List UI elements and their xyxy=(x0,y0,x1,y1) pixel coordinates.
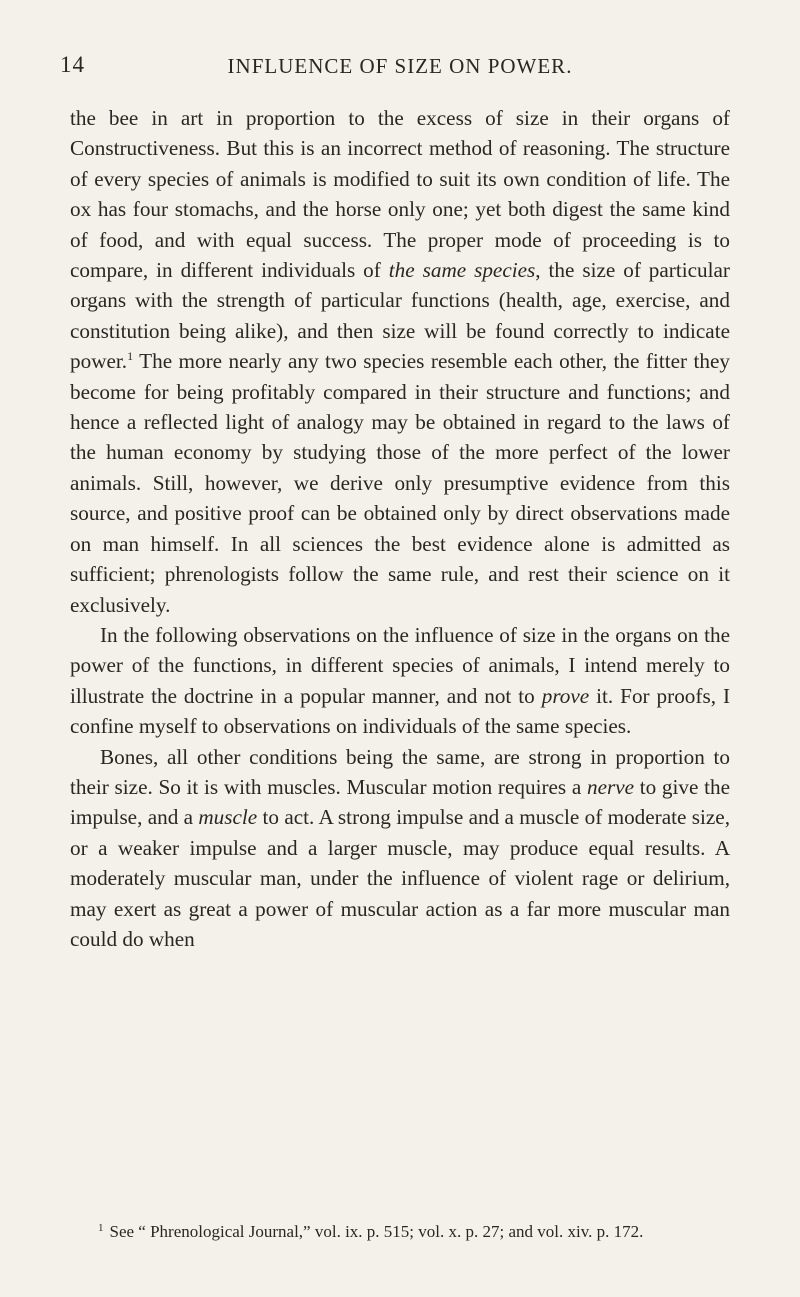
body-text xyxy=(70,103,730,954)
footnote-mark: 1 xyxy=(98,1222,104,1234)
paragraph-2: In the following observations on the influence of size in the organs on the power of the functions, in different species of animals, I intend merely to illustrate the doctrine in a popular manner, and not to prove it. For proofs, I confine myself to observations on individuals of the same species. xyxy=(70,622,730,739)
emphasis-same-species: the same species xyxy=(388,258,536,283)
footnote-reference[interactable]: 1 xyxy=(127,349,134,364)
running-title: INFLUENCE OF SIZE ON POWER. xyxy=(227,54,573,78)
page-number: 14 xyxy=(60,52,85,77)
paragraph-3: Bones, all other conditions being the same, are strong in proportion to their size. So it is with muscles. Muscular motion requires a nerve to give the impulse, and a muscle to act. A strong impulse and a muscle of moderate size, or a weaker impulse and a larger muscle, may produce equal results. A moderately muscular man, under the influence of violent rage or delirium, may exert as great a power of muscular action as a far more muscular man could do when xyxy=(70,744,730,951)
footnote xyxy=(70,1216,730,1244)
emphasis-muscle: muscle xyxy=(198,805,258,830)
page-header xyxy=(60,52,740,86)
footnote-text: See “ Phrenological Journal,” vol. ix. p. 515; vol. x. p. 27; and vol. xiv. p. 172. xyxy=(109,1222,644,1241)
emphasis-nerve: nerve xyxy=(586,774,635,799)
paragraph-1: the bee in art in proportion to the excess of size in their organs of Constructiveness. But this is an incorrect method of reasoning. The structure of every species of animals is modified to suit its own condition of life. The ox has four stomachs, and the horse only one; yet both digest the same kind of food, and with equal success. The proper mode of proceeding is to compare, in different individuals of the same species, the size of particular organs with the strength of particular functions (health, age, exercise, and constitution being alike), and then size will be found correctly to indicate power.$^1$ The more nearly any two species resemble each other, the fitter they become for being profitably compared in their structure and functions; and hence a reflected light of analogy may be obtained in regard to the laws of the human economy by studying those of the more perfect of the lower animals. Still, however, we derive only presumptive evidence from this source, and positive proof can be obtained only by direct observations made on man himself. In all sciences the best evidence alone is admitted as sufficient; phrenologists follow the same rule, and rest their science on it exclusively. xyxy=(70,106,730,617)
emphasis-prove: prove xyxy=(541,683,590,708)
